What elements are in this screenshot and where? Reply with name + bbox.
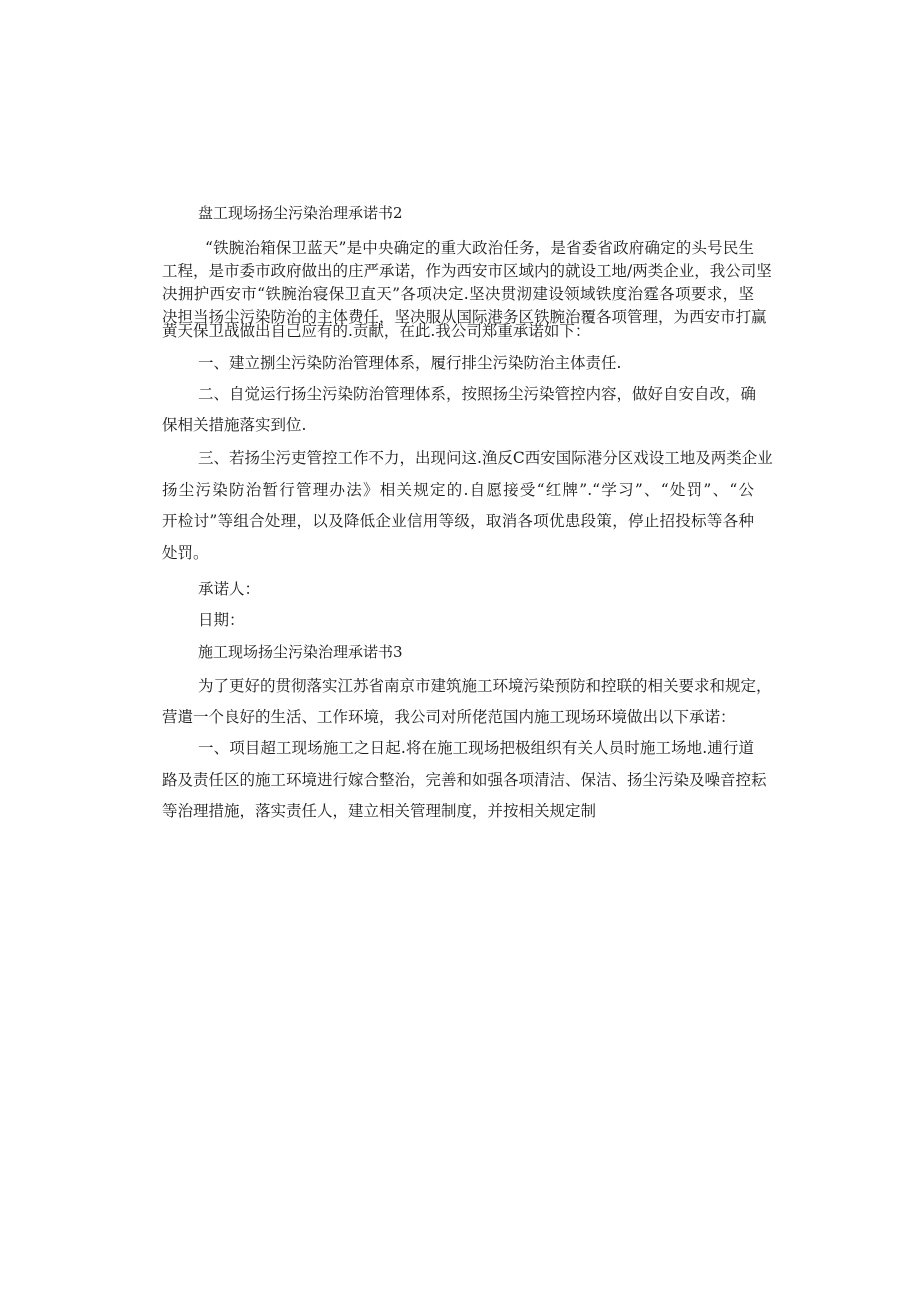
section2-item-1: 一、建立捌尘污染防治管理体系，履行排尘污染防治主体责任. (198, 354, 622, 372)
section3-item-1-line-1: 一、项目超工现场施工之日起.将在施工现场把极组织有关人员时施工场地.逋行道 (198, 739, 754, 757)
promisor-label: 承诺人： (198, 580, 261, 598)
section2-intro-line-2: 工程，是市委市政府做出的庄严承诺，作为西安市区域内的就设工地/两类企业，我公司坚 (162, 262, 772, 280)
section3-intro-line-1: 为了更好的贯彻落实江苏省南京市建筑施工环境污染预防和控联的相关要求和规定， (198, 677, 772, 695)
section2-item-3-line-1: 三、若扬尘污吏管控工作不力，出现问这.渔反C西安国际港分区戏设工地及两类企业 (198, 449, 773, 467)
section2-item-3-line-3: 开检讨”等组合处理，以及降低企业信用等级，取消各项优患段策，停止招投标等各种 (162, 512, 754, 530)
section3-intro-line-2: 营遣一个良好的生活、工作环境，我公司对所佬范国内施工现场环境做出以下承诺： (162, 708, 736, 726)
section2-intro-line-1: “铁腕治箱保卫蓝天”是中央确定的重大政治任务，是省委省政府确定的头号民生 (205, 239, 754, 257)
section3-item-1-line-2: 路及责任区的施工环境进行嫁合整治，完善和如强各项清洁、保洁、扬尘污染及噪音控耘 (162, 771, 767, 789)
section2-intro-line-4: 决担当扬尘污染防治的主体费任，坚决服从国际港务区铁腕治覆各项管理，为西安市打赢 (162, 308, 767, 326)
section3-item-1-line-3: 等治理措施，落实责任人，建立相关管理制度，并按相关规定制 (162, 802, 597, 820)
section2-item-3-line-4: 处罚。 (162, 544, 209, 562)
section2-item-2-line-2: 保相关措施落实到位. (162, 416, 307, 434)
section3-title: 施工现场扬尘污染治理承诺书3 (198, 643, 403, 661)
section2-item-3-line-2: 扬尘污染防治暂行管理办法》相关规定的.自愿接受“红牌”.“学习”、“处罚”、“公 (162, 481, 754, 499)
section2-intro-line-3: 决拥护西安市“铁腕治寝保卫直天”各项决定.坚决贯沏建设领域铁度治霆各项要求，坚 (162, 285, 754, 303)
section2-title: 盘工现场扬尘污染治理承诺书2 (198, 204, 403, 222)
date-label: 日期： (198, 611, 245, 629)
section2-item-2-line-1: 二、自觉运行扬尘污染防治管理体系，按照扬尘污染管控内容，做好自安自改，确 (198, 385, 757, 403)
section2-intro-line-5: 黄天保卫战做出自己应有的.贡献，在此.我公司郑重承诺如下： (162, 322, 591, 340)
